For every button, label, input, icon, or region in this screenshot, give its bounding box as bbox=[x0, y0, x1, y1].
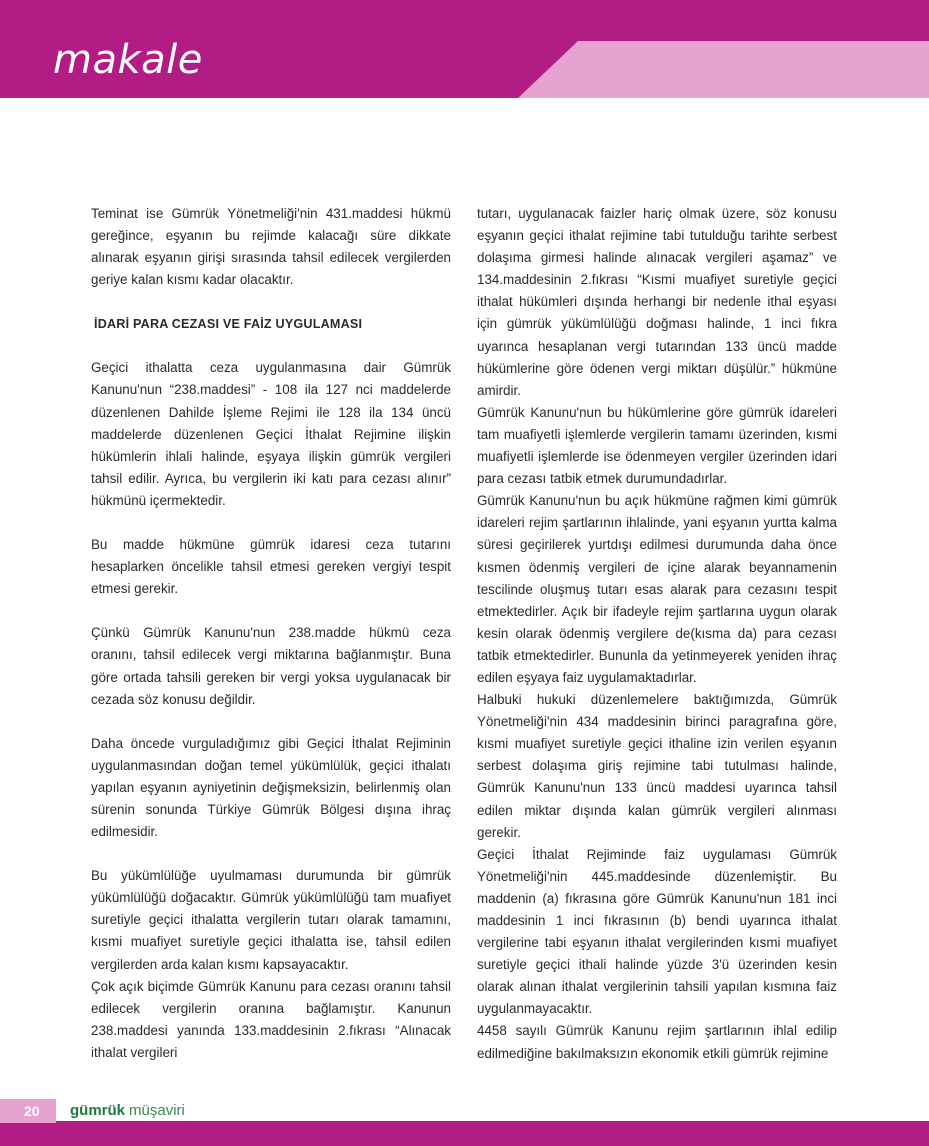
paragraph: Bu madde hükmüne gümrük idaresi ceza tutarını hesaplarken öncelikle tahsil etmesi gereken vergiyi tespit etmesi gerekir. bbox=[91, 537, 451, 597]
paragraph: Çünkü Gümrük Kanunu'nun 238.madde hükmü ceza oranını, tahsil edilecek vergi miktarına bağlanmıştır. Buna göre ortada tahsili gereken bir vergi yoksa uygulanacak bir cezada söz konusu değildir. bbox=[91, 625, 451, 707]
brand-bold: gümrük bbox=[70, 1102, 126, 1119]
paragraph: 4458 sayılı Gümrük Kanunu rejim şartlarının ihlal edilip edilmediğine bakılmaksızın ekonomik etkili gümrük rejimine bbox=[477, 1023, 837, 1061]
paragraph: Halbuki hukuki düzenlemelere baktığımızda, Gümrük Yönetmeliği'nin 434 maddesinin birinci paragrafına göre, kısmi muafiyet suretiyle geçici ithaline izin verilen eşyanın serbest dolaşıma giriş rejimine tabi tutulması halinde, Gümrük Kanunu'nun 133 üncü maddesi uyarınca tahsil edilen miktar dışında kalan gümrük vergileri alınması gerekir. bbox=[477, 692, 837, 840]
paragraph: Bu yükümlülüğe uyulmaması durumunda bir gümrük yükümlülüğü doğacaktır. Gümrük yükümlülüğü tam muafiyet suretiyle geçici ithalatta vergilerin tutarı olarak tamamını, kısmi muafiyet suretiyle geçici ithalatta ise, tahsil edilen vergilerden arda kalan kısmı kapsayacaktır. bbox=[91, 868, 451, 972]
left-column bbox=[91, 203, 451, 1064]
paragraph: Gümrük Kanunu'nun bu hükümlerine göre gümrük idareleri tam muafiyetli işlemlerde vergilerin tamamı üzerinden, kısmi muafiyetli işlemlerde ise ödenmeyen vergiler üzerinden idari para cezası tatbik etmek durumundadırlar. bbox=[477, 404, 837, 487]
page-number: 20 bbox=[24, 1103, 40, 1119]
paragraph: Gümrük Kanunu'nun bu açık hükmüne rağmen kimi gümrük idareleri rejim şartlarının ihlalinde, yani eşyanın yurtta kalma süresi geçirilerek yurtdışı edilmesi durumunda daha önce kısmen ödenmiş vergileri de içine alarak beyannamenin tescilinde oluşmuş tutarı esas alarak para cezasını tespit etmektedirler. Açık bir ifadeyle rejim şartlarına uygun olarak kesin olarak ödenmiş vergilere de(kısma da) para cezası tatbik etmektedirler. Bununla da yetinmeyerek yeniden ihraç edilen eşyaya faiz uygulamaktadırlar. bbox=[477, 493, 837, 685]
paragraph: Çok açık biçimde Gümrük Kanunu para cezası oranını tahsil edilecek vergilerin oranına bağlamıştır. Kanunun 238.maddesi yanında 133.maddesinin 2.fıkrası “Alınacak ithalat vergileri bbox=[91, 978, 451, 1060]
paragraph: Geçici İthalat Rejiminde faiz uygulaması Gümrük Yönetmeliği'nin 445.maddesinde düzenlemiştir. Bu maddenin (a) fıkrasına göre Gümrük Kanunu'nun 181 inci maddesinin 1 inci fıkrasının (b) bendi uyarınca ithalat vergilerine tabi eşyanın ithalat vergilerinden kısmi muafiyet suretiyle geçici ithali halinde yüzde 3'ü üzerinden kesin olarak alınan ithalat vergilerinin tahsili yapılan kısmına faiz uygulanmayacaktır. bbox=[477, 846, 837, 1017]
brand-light: müşaviri bbox=[129, 1102, 185, 1119]
paragraph: Teminat ise Gümrük Yönetmeliği'nin 431.maddesi hükmü gereğince, eşyanın bu rejimde kalacağı süre dikkate alınarak eşyanın girişi sırasında tahsil edilecek vergilerden geriye kalan kısmı kadar olacaktır. bbox=[91, 206, 451, 288]
header-light-stripe bbox=[518, 41, 929, 98]
right-column bbox=[477, 203, 837, 1065]
footer-bar bbox=[0, 1121, 929, 1146]
section-heading: İDARİ PARA CEZASI VE FAİZ UYGULAMASI bbox=[94, 317, 363, 332]
section-title: makale bbox=[53, 37, 203, 83]
publication-brand bbox=[70, 1100, 185, 1122]
paragraph: Geçici ithalatta ceza uygulanmasına dair Gümrük Kanunu'nun “238.maddesi” - 108 ila 127 nci maddelerde düzenlenen Dahilde İşleme Rejimi ile 128 ila 134 üncü maddelerde düzenlenen Geçici İthalat Rejimine ilişkin hükümlerin ihlali halinde, eşyaya ilişkin gümrük vergileri tahsil edilir. Ayrıca, bu vergilerin iki katı para cezası alınır” hükmünü içermektedir. bbox=[91, 360, 451, 508]
paragraph: Daha öncede vurguladığımız gibi Geçici İthalat Rejiminin uygulanmasından doğan temel yükümlülük, geçici ithalatı yapılan eşyanın ayniyetinin değişmeksizin, belirlenmiş olan sürenin sonunda Türkiye Gümrük Bölgesi dışına ihraç edilmesidir. bbox=[91, 735, 451, 840]
paragraph: tutarı, uygulanacak faizler hariç olmak üzere, söz konusu eşyanın geçici ithalat rejimine tabi tutulduğu tarihte serbest dolaşıma girmesi halinde alınacak vergileri aşamaz” ve 134.maddesinin 2.fıkrası “Kısmi muafiyet suretiyle geçici ithalat hükümleri dışında herhangi bir nedenle ithal eşyası için gümrük yükümlülüğü doğması halinde, 1 inci fıkra uyarınca hesaplanan vergi tutarından 133 üncü madde hükümlerine göre ödenen vergi miktarı düşülür.” hükmüne amirdir. bbox=[477, 206, 837, 398]
